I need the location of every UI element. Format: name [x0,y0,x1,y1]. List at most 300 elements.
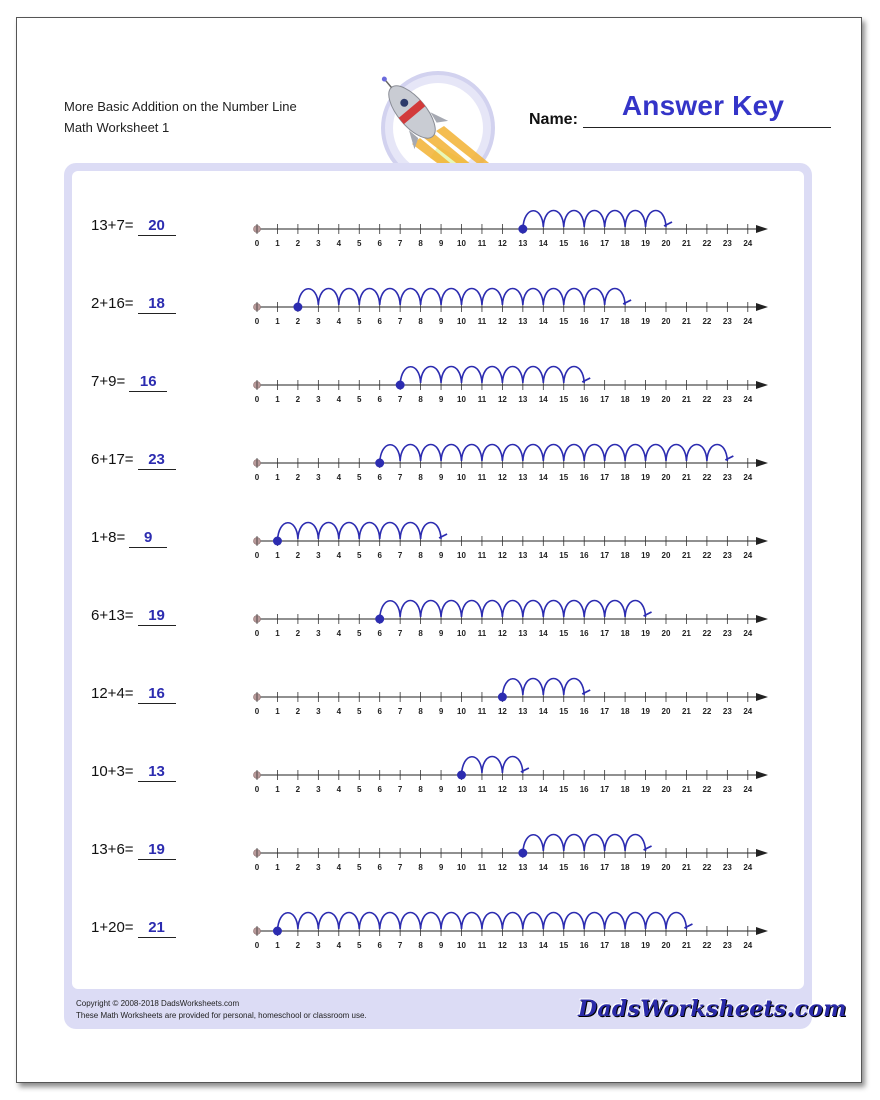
tick-label: 6 [377,395,382,404]
tick-label: 8 [418,395,423,404]
tick-label: 7 [397,473,403,482]
tick-label: 0 [254,473,260,482]
tick-label: 9 [438,317,444,326]
tick-label: 21 [681,785,691,794]
tick-label: 17 [600,629,610,638]
tick-label: 23 [722,239,732,248]
tick-label: 19 [641,239,651,248]
tick-label: 16 [579,395,589,404]
tick-label: 8 [418,707,423,716]
tick-label: 17 [600,317,610,326]
tick-label: 22 [702,941,712,950]
tick-label: 7 [397,707,403,716]
tick-label: 18 [620,239,630,248]
tick-label: 19 [641,317,651,326]
tick-label: 0 [254,395,260,404]
tick-label: 13 [518,395,528,404]
hop-arcs [523,211,666,230]
tick-label: 10 [457,395,466,404]
tick-label: 9 [438,941,444,950]
tick-label: 12 [497,317,507,326]
axis-arrow-icon [756,927,768,935]
tick-label: 12 [497,941,507,950]
number-line [248,731,778,795]
tick-label: 3 [316,629,321,638]
tick-label: 22 [702,863,712,872]
hop-arcs [462,757,523,776]
tick-label: 22 [702,395,712,404]
tick-label: 19 [641,941,651,950]
start-point [273,927,282,936]
tick-label: 9 [438,551,444,560]
tick-label: 6 [377,707,382,716]
tick-label: 8 [418,239,423,248]
tick-label: 13 [518,239,528,248]
tick-label: 19 [641,473,651,482]
tick-label: 16 [579,785,589,794]
tick-label: 13 [518,551,528,560]
tick-label: 9 [438,707,444,716]
tick-label: 12 [497,239,507,248]
tick-label: 1 [275,239,280,248]
tick-label: 7 [397,629,403,638]
tick-label: 22 [702,551,712,560]
tick-label: 14 [538,395,548,404]
tick-label: 5 [357,395,362,404]
answer-blank[interactable]: 23 [138,451,176,470]
tick-label: 17 [600,551,610,560]
usage-notice: These Math Worksheets are provided for personal, homeschool or classroom use. [76,1011,367,1020]
tick-label: 6 [377,863,382,872]
dadsworksheets-logo: DadsWorksheets.com [578,996,847,1022]
tick-label: 10 [457,707,466,716]
equation-text: 12+4= [91,685,134,702]
tick-label: 15 [559,317,569,326]
number-line [248,809,778,873]
tick-label: 7 [397,239,403,248]
tick-label: 20 [661,395,671,404]
tick-label: 18 [620,941,630,950]
tick-label: 21 [681,473,691,482]
axis-arrow-icon [756,849,768,857]
tick-label: 5 [357,473,362,482]
problem-row [0,917,880,977]
equation [91,215,176,237]
tick-label: 9 [438,395,444,404]
start-point [498,693,507,702]
tick-label: 24 [743,239,753,248]
answer-blank[interactable]: 19 [138,841,176,860]
equation [91,605,176,627]
start-point [396,381,405,390]
start-point [457,771,466,780]
tick-label: 3 [316,239,321,248]
tick-label: 4 [336,941,342,950]
tick-label: 7 [397,551,403,560]
tick-label: 17 [600,239,610,248]
equation-text: 2+16= [91,295,134,312]
tick-label: 4 [336,863,342,872]
tick-label: 24 [743,395,753,404]
tick-label: 16 [579,317,589,326]
tick-label: 14 [538,473,548,482]
tick-label: 13 [518,785,528,794]
tick-label: 18 [620,551,630,560]
tick-label: 22 [702,785,712,794]
tick-label: 16 [579,551,589,560]
tick-label: 18 [620,707,630,716]
number-line [248,887,778,951]
tick-label: 11 [477,707,487,716]
tick-label: 6 [377,629,382,638]
tick-label: 23 [722,863,732,872]
axis-arrow-icon [756,303,768,311]
tick-label: 9 [438,239,444,248]
tick-label: 6 [377,473,382,482]
number-line [248,575,778,639]
tick-label: 1 [275,785,280,794]
tick-label: 11 [477,395,487,404]
tick-label: 18 [620,395,630,404]
tick-label: 12 [497,785,507,794]
title-line-1: More Basic Addition on the Number Line [64,99,297,114]
tick-label: 16 [579,629,589,638]
tick-label: 1 [275,317,280,326]
tick-label: 5 [357,941,362,950]
tick-label: 12 [497,395,507,404]
tick-label: 17 [600,707,610,716]
tick-label: 17 [600,863,610,872]
answer-blank[interactable]: 21 [138,919,176,938]
tick-label: 24 [743,317,753,326]
tick-label: 11 [477,941,487,950]
hop-arcs [277,523,441,542]
tick-label: 20 [661,551,671,560]
tick-label: 3 [316,317,321,326]
tick-label: 2 [295,395,301,404]
tick-label: 23 [722,395,732,404]
number-line [248,341,778,405]
tick-label: 0 [254,863,260,872]
tick-label: 10 [457,863,466,872]
tick-label: 1 [275,707,280,716]
tick-label: 12 [497,473,507,482]
tick-label: 7 [397,785,403,794]
tick-label: 24 [743,629,753,638]
tick-label: 16 [579,239,589,248]
tick-label: 21 [681,395,691,404]
tick-label: 4 [336,395,342,404]
tick-label: 18 [620,629,630,638]
tick-label: 24 [743,863,753,872]
tick-label: 21 [681,863,691,872]
tick-label: 0 [254,239,260,248]
tick-label: 19 [641,551,651,560]
tick-label: 20 [661,317,671,326]
tick-label: 11 [477,239,487,248]
tick-label: 5 [357,863,362,872]
tick-label: 23 [722,629,732,638]
tick-label: 13 [518,317,528,326]
tick-label: 1 [275,551,280,560]
tick-label: 20 [661,473,671,482]
tick-label: 13 [518,473,528,482]
tick-label: 16 [579,941,589,950]
title-line-2: Math Worksheet 1 [64,120,170,135]
tick-label: 7 [397,395,403,404]
number-line [248,497,778,561]
tick-label: 2 [295,941,301,950]
tick-label: 10 [457,473,466,482]
tick-label: 11 [477,863,487,872]
tick-label: 3 [316,785,321,794]
axis-arrow-icon [756,459,768,467]
tick-label: 20 [661,863,671,872]
tick-label: 10 [457,629,466,638]
tick-label: 24 [743,551,753,560]
hop-arcs [400,367,584,386]
tick-label: 17 [600,473,610,482]
tick-label: 15 [559,863,569,872]
tick-label: 16 [579,707,589,716]
tick-label: 6 [377,317,382,326]
tick-label: 21 [681,551,691,560]
tick-label: 13 [518,629,528,638]
tick-label: 18 [620,785,630,794]
tick-label: 3 [316,707,321,716]
hop-arcs [380,445,728,464]
tick-label: 2 [295,785,301,794]
tick-label: 8 [418,317,423,326]
tick-label: 3 [316,863,321,872]
start-point [375,615,384,624]
start-point [375,459,384,468]
answer-blank[interactable]: 16 [129,373,167,392]
equation [91,527,167,549]
tick-label: 15 [559,629,569,638]
tick-label: 15 [559,395,569,404]
tick-label: 2 [295,551,301,560]
answer-blank[interactable]: 20 [138,217,176,236]
start-point [518,225,527,234]
tick-label: 9 [438,785,444,794]
hop-arcs [380,601,646,620]
tick-label: 22 [702,707,712,716]
equation [91,683,176,705]
tick-label: 20 [661,941,671,950]
tick-label: 5 [357,317,362,326]
tick-label: 24 [743,707,753,716]
tick-label: 14 [538,629,548,638]
tick-label: 3 [316,551,321,560]
tick-label: 12 [497,707,507,716]
axis-arrow-icon [756,693,768,701]
tick-label: 22 [702,317,712,326]
tick-label: 15 [559,473,569,482]
tick-label: 21 [681,239,691,248]
number-line [248,653,778,717]
tick-label: 19 [641,707,651,716]
tick-label: 5 [357,785,362,794]
tick-label: 23 [722,551,732,560]
tick-label: 17 [600,785,610,794]
tick-label: 0 [254,317,260,326]
tick-label: 8 [418,863,423,872]
tick-label: 13 [518,863,528,872]
tick-label: 20 [661,629,671,638]
tick-label: 11 [477,551,487,560]
tick-label: 12 [497,863,507,872]
tick-label: 0 [254,941,260,950]
tick-label: 21 [681,629,691,638]
tick-label: 17 [600,941,610,950]
number-line [248,419,778,483]
copyright-text: Copyright © 2008-2018 DadsWorksheets.com [76,999,240,1008]
tick-label: 6 [377,239,382,248]
axis-arrow-icon [756,381,768,389]
number-line [248,185,778,249]
tick-label: 20 [661,785,671,794]
tick-label: 0 [254,785,260,794]
tick-label: 6 [377,785,382,794]
tick-label: 10 [457,239,466,248]
tick-label: 18 [620,317,630,326]
tick-label: 5 [357,551,362,560]
tick-label: 21 [681,941,691,950]
start-point [518,849,527,858]
tick-label: 2 [295,473,301,482]
equation-text: 7+9= [91,373,126,390]
tick-label: 24 [743,785,753,794]
tick-label: 0 [254,629,260,638]
equation [91,839,176,861]
tick-label: 15 [559,707,569,716]
tick-label: 3 [316,941,321,950]
equation [91,371,167,393]
tick-label: 1 [275,863,280,872]
answer-blank[interactable]: 19 [138,607,176,626]
tick-label: 6 [377,551,382,560]
tick-label: 15 [559,941,569,950]
tick-label: 2 [295,239,301,248]
tick-label: 11 [477,317,487,326]
tick-label: 4 [336,707,342,716]
tick-label: 24 [743,941,753,950]
tick-label: 2 [295,629,301,638]
tick-label: 16 [579,473,589,482]
equation-text: 13+6= [91,841,134,858]
tick-label: 23 [722,785,732,794]
number-line [248,263,778,327]
tick-label: 2 [295,863,301,872]
tick-label: 5 [357,629,362,638]
equation-text: 1+8= [91,529,126,546]
tick-label: 23 [722,941,732,950]
tick-label: 8 [418,629,423,638]
equation-text: 6+13= [91,607,134,624]
equation-text: 1+20= [91,919,134,936]
tick-label: 14 [538,785,548,794]
equation-text: 6+17= [91,451,134,468]
tick-label: 20 [661,239,671,248]
tick-label: 14 [538,863,548,872]
hop-arcs [298,289,625,308]
equation [91,449,176,471]
answer-key-title: Answer Key [621,90,785,121]
hop-arcs [523,835,646,854]
tick-label: 6 [377,941,382,950]
tick-label: 4 [336,239,342,248]
tick-label: 18 [620,473,630,482]
tick-label: 0 [254,551,260,560]
tick-label: 9 [438,473,444,482]
axis-arrow-icon [756,225,768,233]
tick-label: 3 [316,473,321,482]
tick-label: 1 [275,941,280,950]
tick-label: 4 [336,629,342,638]
equation-text: 13+7= [91,217,134,234]
axis-arrow-icon [756,771,768,779]
equation [91,917,176,939]
tick-label: 7 [397,941,403,950]
tick-label: 23 [722,707,732,716]
tick-label: 1 [275,395,280,404]
tick-label: 7 [397,863,403,872]
tick-label: 22 [702,239,712,248]
equation-text: 10+3= [91,763,134,780]
tick-label: 8 [418,785,423,794]
tick-label: 11 [477,473,487,482]
tick-label: 22 [702,473,712,482]
tick-label: 9 [438,629,444,638]
tick-label: 19 [641,785,651,794]
footer [76,998,367,1022]
tick-label: 4 [336,317,342,326]
tick-label: 14 [538,317,548,326]
tick-label: 2 [295,707,301,716]
tick-label: 10 [457,941,466,950]
tick-label: 5 [357,707,362,716]
tick-label: 19 [641,629,651,638]
tick-label: 8 [418,941,423,950]
tick-label: 4 [336,551,342,560]
answer-blank[interactable]: 18 [138,295,176,314]
start-point [293,303,302,312]
tick-label: 23 [722,473,732,482]
answer-blank[interactable]: 9 [129,529,167,548]
tick-label: 11 [477,629,487,638]
tick-label: 19 [641,395,651,404]
tick-label: 13 [518,941,528,950]
tick-label: 16 [579,863,589,872]
tick-label: 21 [681,317,691,326]
tick-label: 1 [275,473,280,482]
name-label: Name: [529,111,578,128]
tick-label: 8 [418,551,423,560]
tick-label: 1 [275,629,280,638]
tick-label: 10 [457,785,466,794]
hop-arcs [277,913,686,932]
answer-blank[interactable]: 13 [138,763,176,782]
tick-label: 7 [397,317,403,326]
tick-label: 17 [600,395,610,404]
answer-blank[interactable]: 16 [138,685,176,704]
tick-label: 11 [477,785,487,794]
tick-label: 3 [316,395,321,404]
tick-label: 14 [538,551,548,560]
tick-label: 12 [497,551,507,560]
axis-arrow-icon [756,615,768,623]
